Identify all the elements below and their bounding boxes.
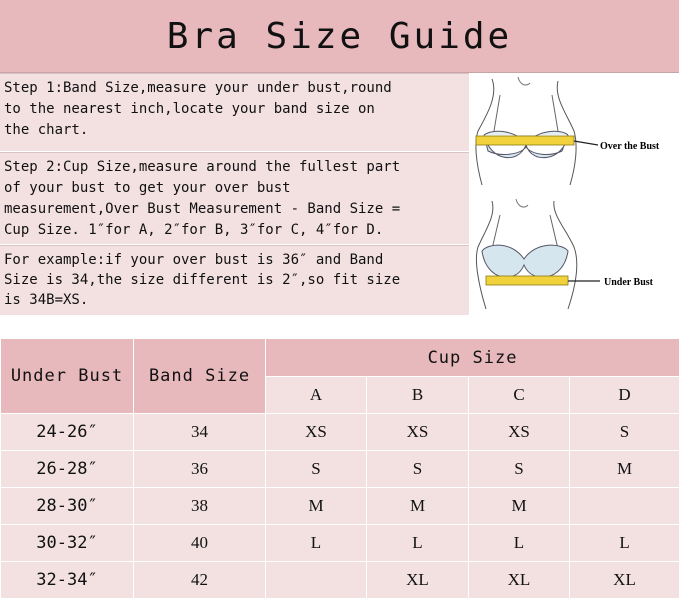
title-bar — [0, 0, 679, 73]
measurement-illustration — [470, 73, 679, 315]
bust-diagrams-svg — [470, 73, 679, 315]
cup-d-header: D — [570, 377, 679, 414]
size-cell: XS — [367, 414, 469, 451]
size-cell: M — [469, 488, 570, 525]
band-size-header: Band Size — [134, 339, 266, 414]
table-row — [1, 488, 679, 525]
measuring-tape-bottom — [486, 276, 568, 285]
table-row — [1, 414, 679, 451]
section-separator — [0, 315, 679, 338]
step-1-text: Step 1:Band Size,measure your under bust,round to the nearest inch,locate your band size on the chart. — [0, 73, 469, 151]
over-bust-figure — [476, 77, 660, 185]
measuring-tape-top — [476, 136, 574, 145]
cup-size-header: Cup Size — [266, 339, 679, 377]
under-bust-cell: 28-30″ — [1, 488, 134, 525]
under-bust-header: Under Bust — [1, 339, 134, 414]
cup-c-header: C — [469, 377, 570, 414]
size-cell: M — [367, 488, 469, 525]
size-cell: XL — [570, 562, 679, 599]
instructions-panel — [0, 73, 469, 315]
cup-a-header: A — [266, 377, 367, 414]
size-cell: S — [266, 451, 367, 488]
size-cell: M — [266, 488, 367, 525]
size-cell: XS — [469, 414, 570, 451]
size-cell: XS — [266, 414, 367, 451]
size-chart-table — [0, 338, 679, 599]
size-cell: S — [367, 451, 469, 488]
under-bust-cell: 30-32″ — [1, 525, 134, 562]
size-cell: XL — [367, 562, 469, 599]
size-cell: L — [367, 525, 469, 562]
table-row — [1, 562, 679, 599]
over-bust-label: Over the Bust — [600, 141, 660, 152]
band-cell: 34 — [134, 414, 266, 451]
size-cell: S — [570, 414, 679, 451]
page-title: Bra Size Guide — [166, 15, 513, 57]
size-cell — [570, 488, 679, 525]
under-bust-label: Under Bust — [604, 277, 653, 288]
band-cell: 36 — [134, 451, 266, 488]
band-cell: 38 — [134, 488, 266, 525]
step-2-text: Step 2:Cup Size,measure around the fullest part of your bust to get your over bust measurement,Over Bust Measurement - Band Size = Cup Size. 1″for A, 2″for B, 3″for C, 4″for D. — [0, 152, 469, 244]
band-cell: 42 — [134, 562, 266, 599]
cup-b-header: B — [367, 377, 469, 414]
under-bust-cell: 32-34″ — [1, 562, 134, 599]
table-row — [1, 525, 679, 562]
size-cell: L — [570, 525, 679, 562]
under-bust-cell: 26-28″ — [1, 451, 134, 488]
size-cell — [266, 562, 367, 599]
size-cell: M — [570, 451, 679, 488]
size-cell: L — [266, 525, 367, 562]
example-text: For example:if your over bust is 36″ and Band Size is 34,the size different is 2″,so fit size is 34B=XS. — [0, 245, 469, 315]
under-bust-figure — [476, 199, 653, 309]
size-cell: L — [469, 525, 570, 562]
under-bust-cell: 24-26″ — [1, 414, 134, 451]
size-cell: S — [469, 451, 570, 488]
table-row — [1, 451, 679, 488]
band-cell: 40 — [134, 525, 266, 562]
size-cell: XL — [469, 562, 570, 599]
